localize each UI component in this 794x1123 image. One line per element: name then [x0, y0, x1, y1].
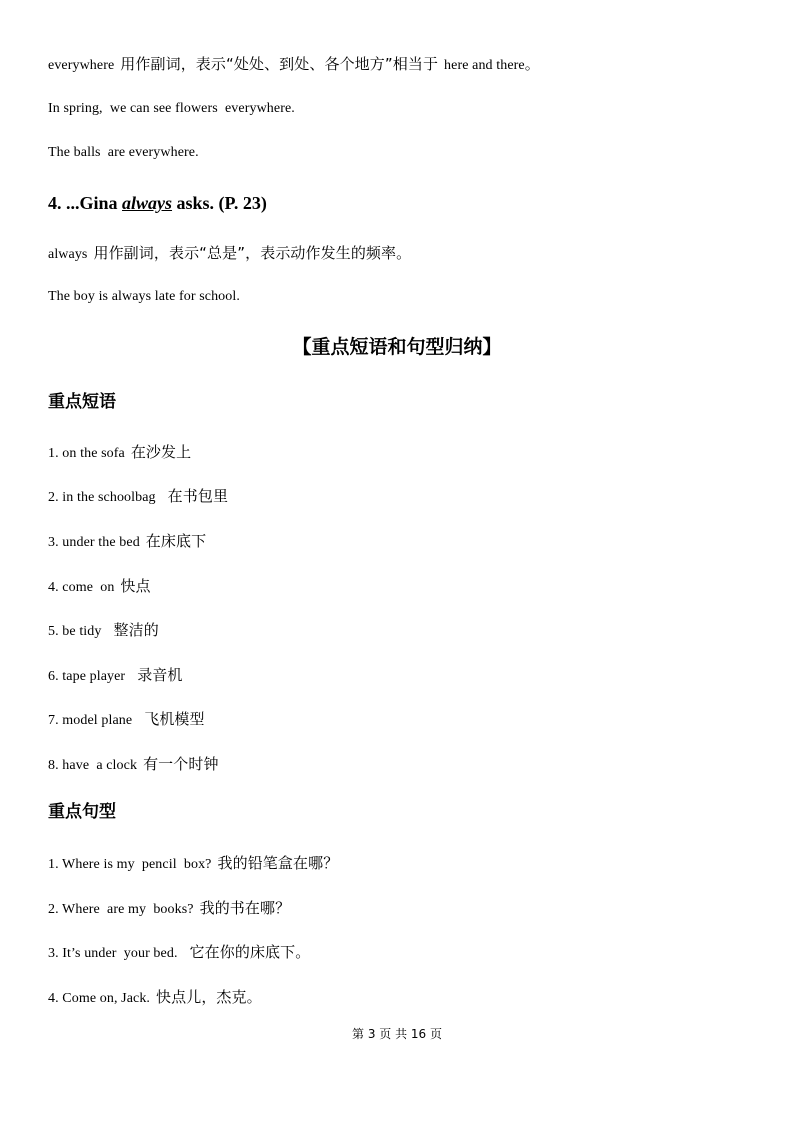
phrase-cn: 有一个时钟 [143, 755, 219, 773]
point-4-heading [48, 192, 267, 214]
phrase-cn: 录音机 [137, 666, 183, 684]
phrase-item [48, 531, 206, 553]
phrase-cn: 在沙发上 [130, 443, 192, 461]
point-4-prefix: 4. ...Gina [48, 193, 123, 213]
sentence-item [48, 987, 262, 1009]
phrase-en: 6. tape player [48, 669, 126, 684]
intro-equivalent: here and there [444, 58, 525, 73]
sentence-en: 4. Come on, Jack. [48, 991, 151, 1006]
phrase-cn: 飞机模型 [144, 710, 205, 728]
phrase-cn: 在床底下 [145, 532, 207, 550]
point-4-meaning: 用作副词，表示“总是”，表示动作发生的频率。 [93, 244, 412, 262]
intro-line [48, 54, 540, 76]
sentence-cn: 我的铅笔盒在哪？ [217, 854, 339, 872]
sentence-item [48, 853, 338, 875]
sentence-cn: 我的书在哪？ [199, 899, 291, 917]
sentence-item [48, 898, 290, 920]
phrase-en: 4. come on [48, 580, 115, 595]
phrase-en: 1. on the sofa [48, 446, 125, 461]
section-title: 【重点短语和句型归纳】 [292, 336, 502, 358]
sentence-en: 2. Where are my books? [48, 902, 194, 917]
point-4-explanation [48, 243, 411, 265]
phrase-item [48, 442, 191, 464]
phrase-item [48, 709, 205, 731]
phrase-cn: 整洁的 [113, 621, 159, 639]
point-4-term: always [48, 247, 88, 262]
phrase-en: 2. in the schoolbag [48, 490, 156, 505]
point-4-keyword: always [122, 193, 173, 213]
sentence-en: 3. It’s under your bed. [48, 946, 178, 961]
page-footer: 第 3 页 共 16 页 [352, 1027, 442, 1041]
phrase-item [48, 620, 159, 642]
point-4-example: The boy is always late for school. [48, 289, 240, 304]
sentence-cn: 快点儿，杰克。 [156, 988, 262, 1006]
intro-end-mark: 。 [524, 55, 540, 73]
phrase-en: 7. model plane [48, 713, 133, 728]
phrase-en: 5. be tidy [48, 624, 102, 639]
phrase-cn: 在书包里 [167, 487, 229, 505]
intro-example-2: The balls are everywhere. [48, 145, 199, 160]
phrases-heading: 重点短语 [48, 392, 116, 412]
sentences-heading: 重点句型 [48, 802, 116, 822]
phrase-cn: 快点 [120, 577, 151, 595]
intro-term: everywhere [48, 58, 115, 73]
intro-explanation: 用作副词，表示“处处、到处、各个地方”相当于 [120, 55, 439, 73]
intro-example-1: In spring, we can see flowers everywhere. [48, 101, 295, 116]
phrase-item [48, 754, 219, 776]
point-4-suffix: asks. (P. 23) [172, 193, 267, 213]
phrase-en: 3. under the bed [48, 535, 140, 550]
phrase-en: 8. have a clock [48, 758, 138, 773]
phrase-item [48, 576, 151, 598]
phrase-item [48, 665, 183, 687]
phrase-item [48, 486, 228, 508]
sentence-en: 1. Where is my pencil box? [48, 857, 212, 872]
sentence-cn: 它在你的床底下。 [189, 943, 311, 961]
sentence-item [48, 942, 310, 964]
